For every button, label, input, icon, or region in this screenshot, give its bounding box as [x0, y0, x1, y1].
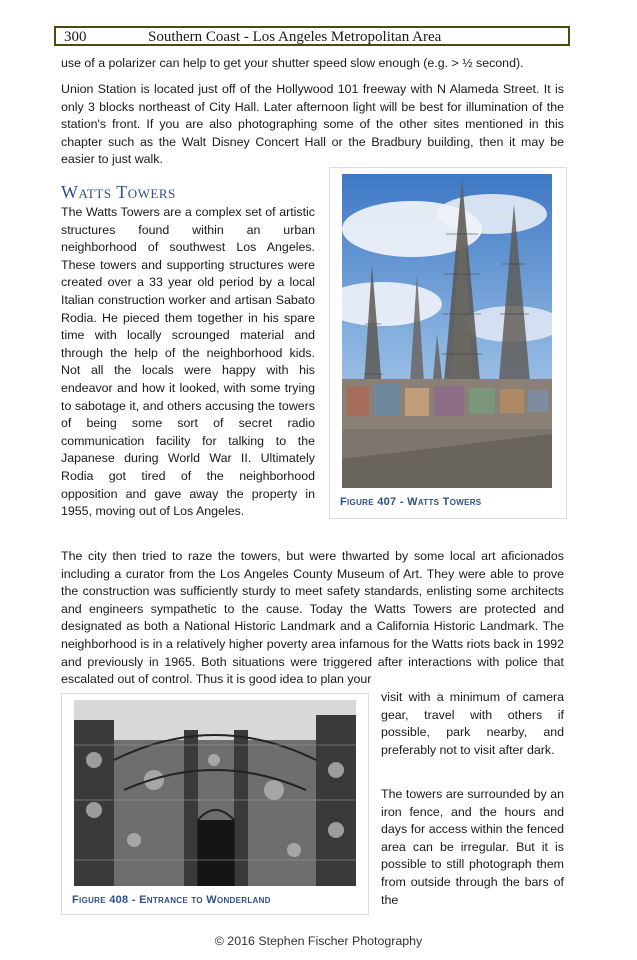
section-heading: Watts Towers [61, 182, 176, 202]
paragraph-union-station: Union Station is located just off of the Hollywood 101 freeway with N Alameda Street. It is only 3 blocks northeast of City Hall. Later afternoon light will be best for illumination of the station's front. If you are also photographing some of the other sites mentioned in this chapter such as the Walt Disney Concert Hall or the Bradbury building, then it may be easier to just walk. [61, 82, 564, 167]
figure-407-caption: Figure 407 - Watts Towers [340, 496, 482, 508]
paragraph-fence: The towers are surrounded by an iron fence, and the hours and days for access within the fenced area can be irregular. But it is possible to still photograph them from outside through the bars of the [381, 787, 564, 907]
running-header [54, 26, 570, 46]
chapter-title: Southern Coast - Los Angeles Metropolitan Area [148, 29, 442, 45]
page-number: 300 [64, 29, 87, 45]
figure-408 [61, 693, 369, 915]
paragraph-watts-history: The Watts Towers are a complex set of artistic structures found within an urban neighborhood of southwest Los Angeles. These towers and supporting structures were created over a 33 year old period by a local Italian construction worker and artisan Sabato Rodia. He pieced them together in his spare time with locally scrounged material and through the help of the neighborhood kids. Not all the locals were happy with his endeavor and how it looked, with some trying to sabotage it, and others accusing the towers of being some sort of secret radio communication facility for talking to the Japanese during World War II. Ultimately Rodia got tired of the neighborhood opposition and gave away the property in 1955, moving out of Los Angeles. [61, 205, 315, 519]
footer-copyright: © 2016 Stephen Fischer Photography [214, 934, 423, 948]
figure-407 [329, 167, 567, 519]
paragraph-visit-advice: visit with a minimum of camera gear, travel with others if possible, park nearby, and preferably not to visit after dark. [381, 690, 564, 757]
paragraph-continued: use of a polarizer can help to get your shutter speed slow enough (e.g. > ½ second). [61, 56, 524, 70]
entrance-photo [74, 700, 356, 886]
watts-towers-photo [342, 174, 552, 488]
paragraph-preservation: The city then tried to raze the towers, but were thwarted by some local art aficionados including a curator from the Los Angeles County Museum of Art. They were able to prove the construction was sufficiently sturdy to meet safety standards, enlisting some architects and engineers sympathetic to the cause. Today the Watts Towers are protected and designated as both a National Historic Landmark and a California Historic Landmark. The neighborhood is in a relatively higher poverty area infamous for the Watts riots back in 1992 and previously in 1965. Both situations were triggered after interactions with police that escalated out of control. Thus it is good idea to plan your [61, 549, 564, 687]
figure-408-caption: Figure 408 - Entrance to Wonderland [72, 894, 271, 906]
